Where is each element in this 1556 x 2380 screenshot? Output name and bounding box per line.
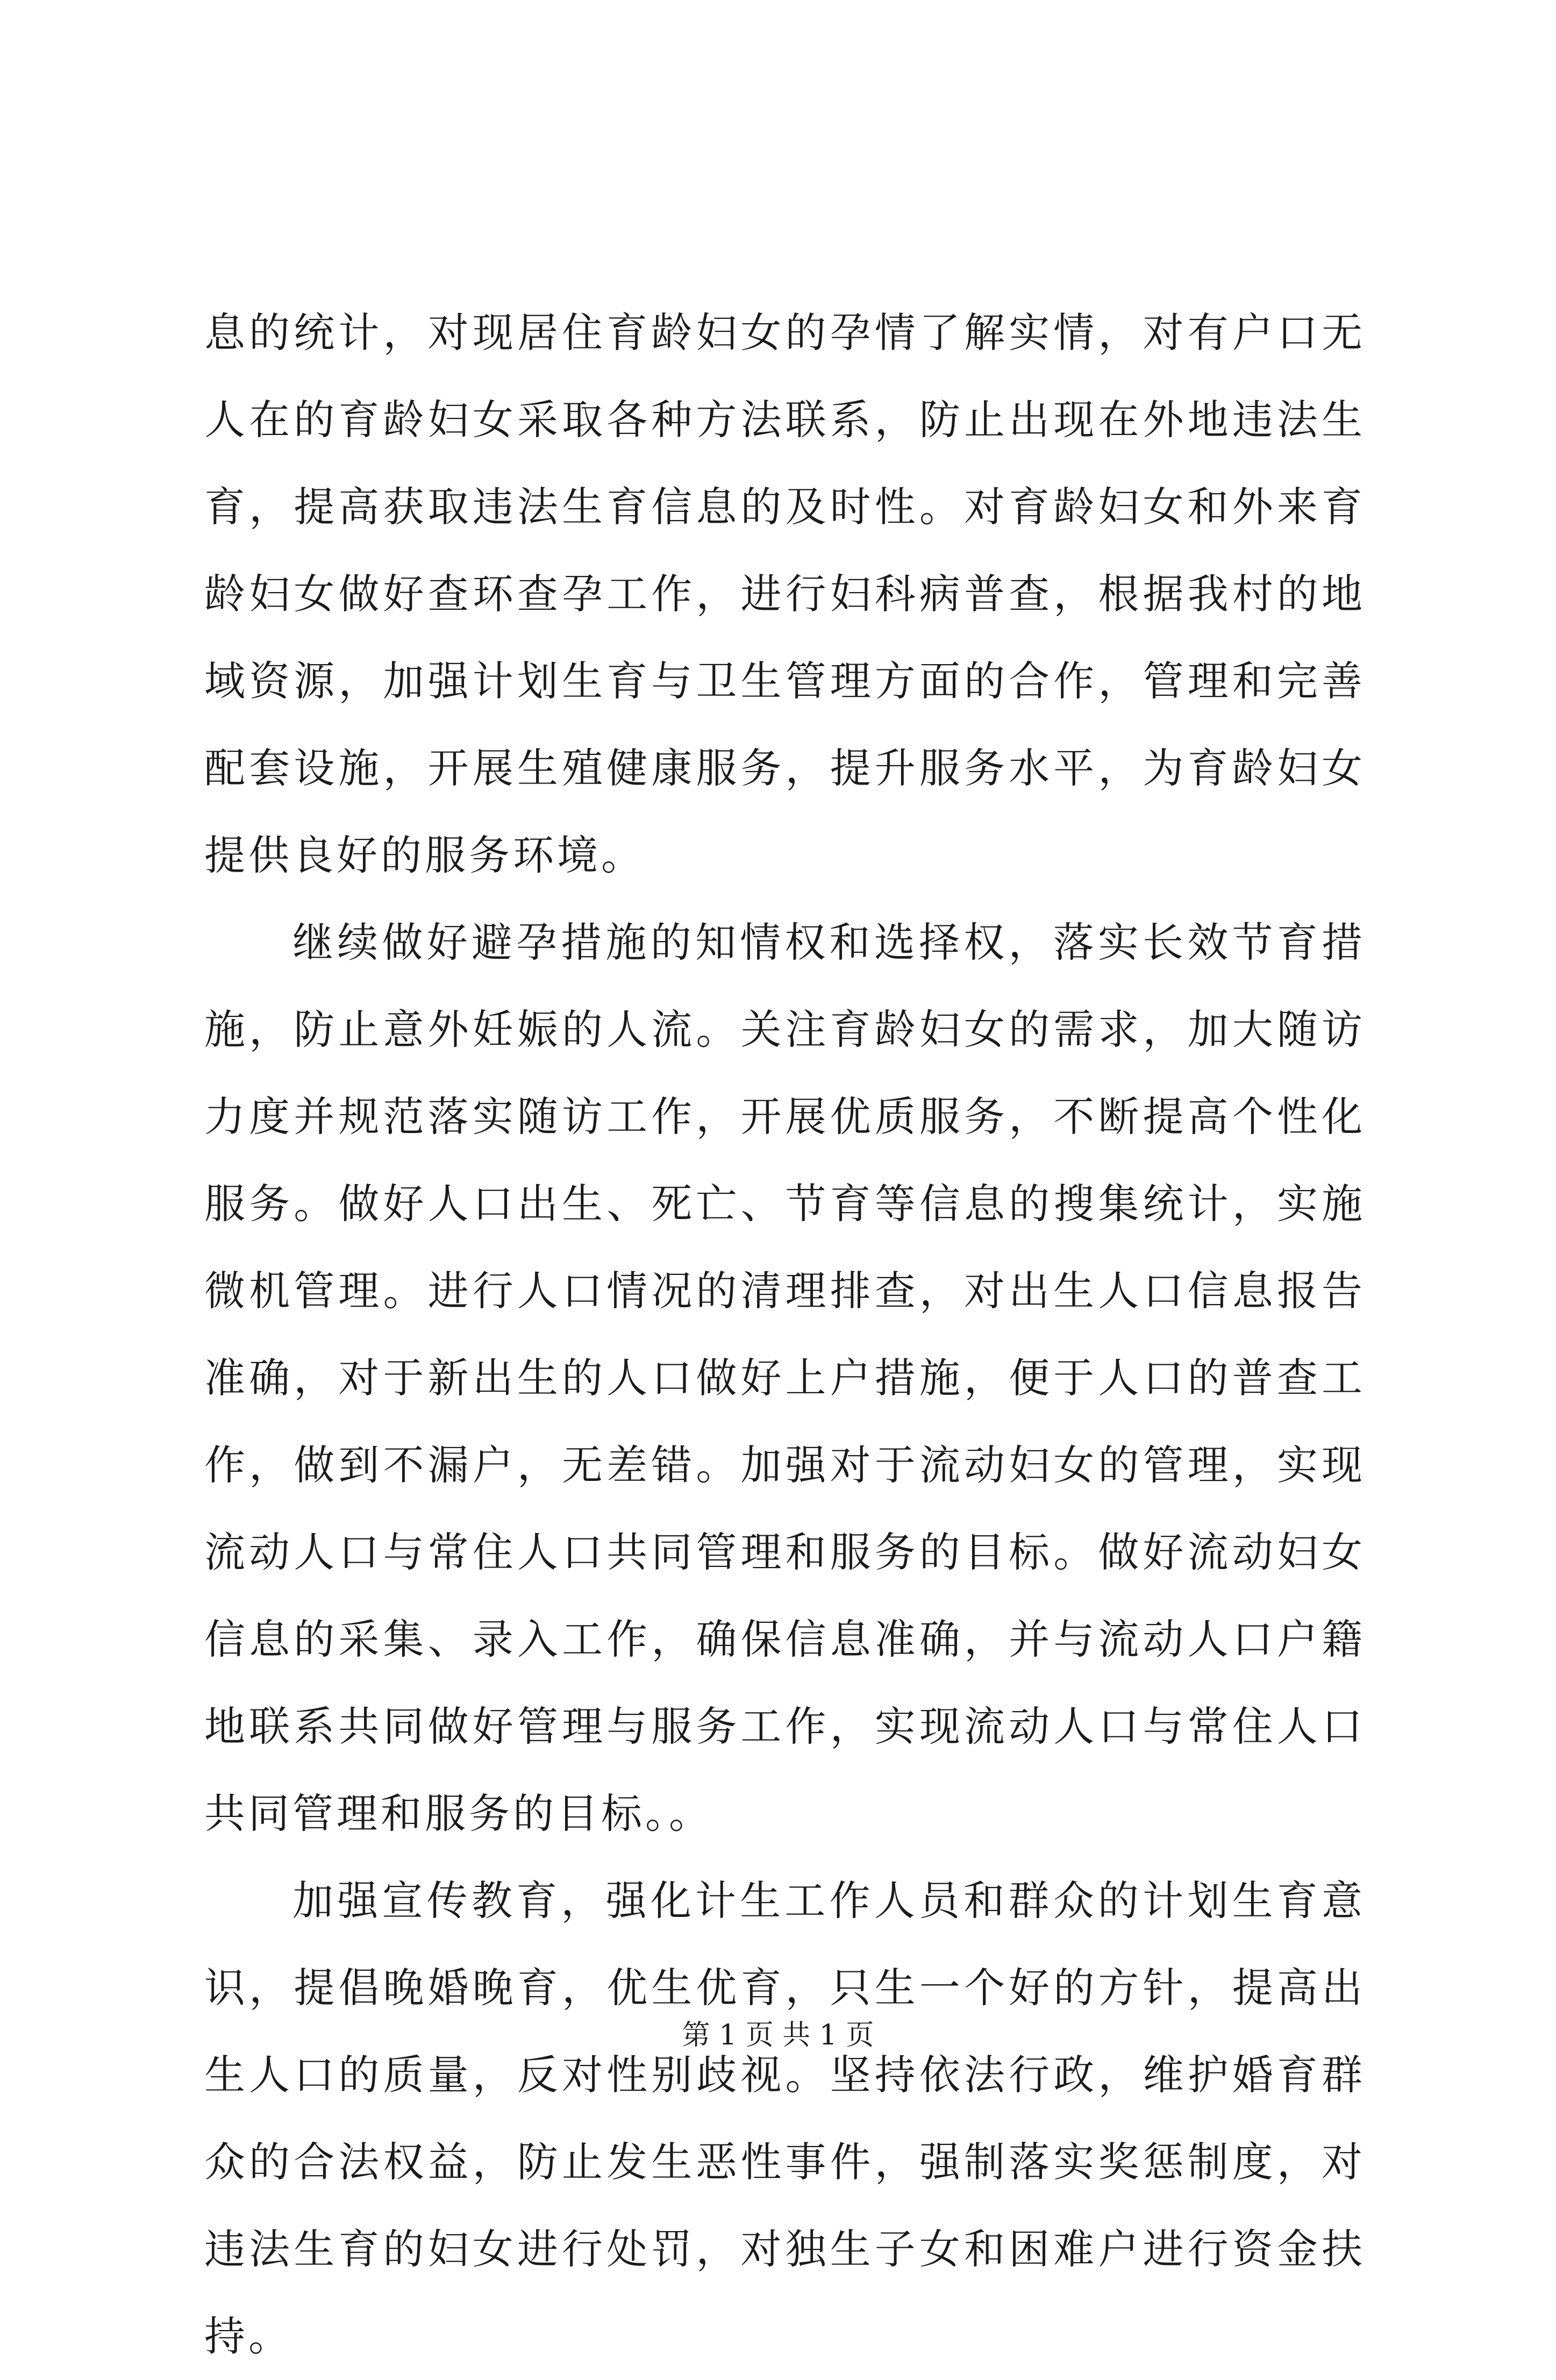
page-footer: 第 1 页 共 1 页: [682, 2019, 874, 2051]
document-body: [204, 289, 1366, 2380]
paragraph-3: 加强宣传教育，强化计生工作人员和群众的计划生育意识，提倡晚婚晚育，优生优育，只生一个好的方针，提高出生人口的质量，反对性别歧视。坚持依法行政，维护婚育群众的合法权益，防止发生恶性事件，强制落实奖惩制度，对违法生育的妇女进行处罚，对独生子女和困难户进行资金扶持。: [204, 1877, 1366, 2360]
paragraph-2: 继续做好避孕措施的知情权和选择权，落实长效节育措施，防止意外妊娠的人流。关注育龄妇女的需求，加大随访力度并规范落实随访工作，开展优质服务，不断提高个性化服务。做好人口出生、死亡、节育等信息的搜集统计，实施微机管理。进行人口情况的清理排查，对出生人口信息报告准确，对于新出生的人口做好上户措施，便于人口的普查工作，做到不漏户，无差错。加强对于流动妇女的管理，实现流动人口与常住人口共同管理和服务的目标。做好流动妇女信息的采集、录入工作，确保信息准确，并与流动人口户籍地联系共同做好管理与服务工作，实现流动人口与常住人口共同管理和服务的目标。。: [204, 918, 1366, 1837]
paragraph-1: 息的统计，对现居住育龄妇女的孕情了解实情，对有户口无人在的育龄妇女采取各种方法联系，防止出现在外地违法生育，提高获取违法生育信息的及时性。对育龄妇女和外来育龄妇女做好查环查孕工作，进行妇科病普查，根据我村的地域资源，加强计划生育与卫生管理方面的合作，管理和完善配套设施，开展生殖健康服务，提升服务水平，为育龄妇女提供良好的服务环境。: [204, 309, 1366, 879]
